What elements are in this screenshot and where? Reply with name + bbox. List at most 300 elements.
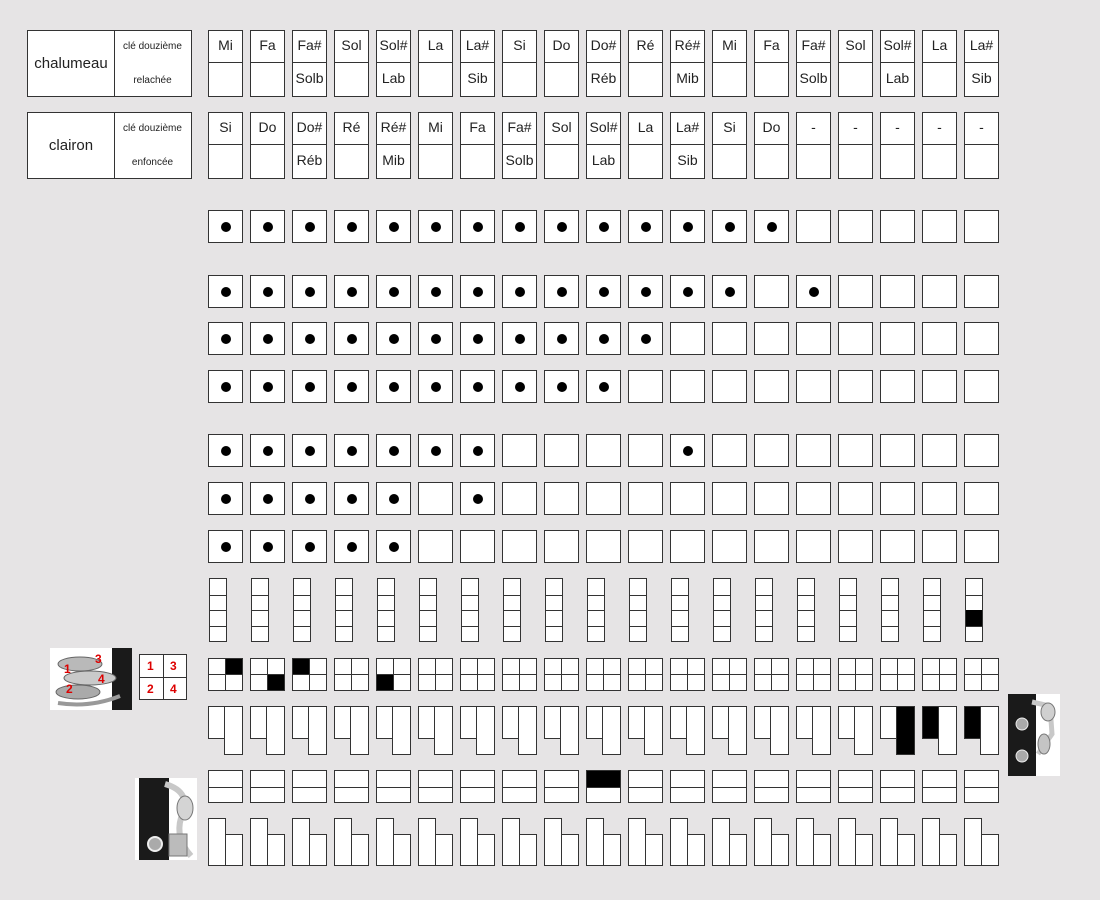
register-sub-bottom: relachée xyxy=(133,75,172,86)
tone-hole-4 xyxy=(922,370,957,403)
note-enharmonic xyxy=(545,62,578,96)
pair-divider xyxy=(797,787,830,788)
hole-closed-dot xyxy=(347,494,357,504)
tone-hole-2 xyxy=(250,275,285,308)
note-name: Do xyxy=(258,119,277,135)
thumb-key-quad xyxy=(460,658,495,691)
side-key-l xyxy=(250,706,287,756)
tone-hole-5 xyxy=(502,434,537,467)
note-enharmonic xyxy=(713,144,746,178)
side-key-pair xyxy=(712,770,747,803)
note-cell xyxy=(670,30,705,97)
legend-number: 1 xyxy=(147,659,154,673)
stack-divider xyxy=(210,595,226,596)
tone-hole-3 xyxy=(502,322,537,355)
pair-divider xyxy=(335,787,368,788)
tone-hole-6 xyxy=(670,482,705,515)
hole-closed-dot xyxy=(263,287,273,297)
hole-closed-dot xyxy=(389,494,399,504)
note-cell xyxy=(376,30,411,97)
pair-key-pressed xyxy=(587,771,620,787)
hole-closed-dot xyxy=(389,446,399,456)
bottom-key-l xyxy=(250,818,287,868)
note-cell xyxy=(292,30,327,97)
note-cell xyxy=(838,112,873,179)
hole-closed-dot xyxy=(557,382,567,392)
tone-hole-5 xyxy=(292,434,327,467)
stack-divider xyxy=(672,626,688,627)
side-key-pair xyxy=(670,770,705,803)
tone-hole-1 xyxy=(544,210,579,243)
tone-hole-4 xyxy=(502,370,537,403)
thumb-keys-photo xyxy=(50,648,132,710)
side-key-stack xyxy=(797,578,815,642)
note-enharmonic xyxy=(923,62,956,96)
tone-hole-3 xyxy=(628,322,663,355)
note-cell xyxy=(964,112,999,179)
note-enharmonic xyxy=(419,62,452,96)
note-enharmonic xyxy=(629,62,662,96)
thumb-key-quad xyxy=(754,658,789,691)
side-key-stack xyxy=(881,578,899,642)
hole-closed-dot xyxy=(809,287,819,297)
hole-closed-dot xyxy=(473,446,483,456)
hole-closed-dot xyxy=(305,446,315,456)
hole-closed-dot xyxy=(347,222,357,232)
hole-closed-dot xyxy=(767,222,777,232)
side-key-stack xyxy=(965,578,983,642)
note-name: Si xyxy=(723,119,736,135)
tone-hole-4 xyxy=(838,370,873,403)
note-enharmonic xyxy=(755,62,788,96)
stack-divider xyxy=(756,595,772,596)
side-key-stack xyxy=(209,578,227,642)
tone-hole-1 xyxy=(292,210,327,243)
tone-hole-1 xyxy=(754,210,789,243)
tone-hole-6 xyxy=(922,482,957,515)
tone-hole-3 xyxy=(796,322,831,355)
note-cell xyxy=(712,112,747,179)
side-key-pair xyxy=(376,770,411,803)
note-name: Ré# xyxy=(380,119,407,135)
thumb-key-quad xyxy=(964,658,999,691)
tone-hole-4 xyxy=(670,370,705,403)
tone-hole-1 xyxy=(460,210,495,243)
tone-hole-1 xyxy=(250,210,285,243)
tone-hole-2 xyxy=(502,275,537,308)
note-cell xyxy=(628,112,663,179)
note-name: Sol xyxy=(845,37,866,53)
side-key-l xyxy=(964,706,1001,756)
note-cell xyxy=(586,30,621,97)
hole-closed-dot xyxy=(389,334,399,344)
thumb-key-quad xyxy=(376,658,411,691)
hole-closed-dot xyxy=(305,542,315,552)
note-enharmonic xyxy=(209,62,242,96)
tone-hole-2 xyxy=(544,275,579,308)
lower-keys-photo xyxy=(135,778,197,860)
tone-hole-5 xyxy=(712,434,747,467)
hole-closed-dot xyxy=(473,287,483,297)
note-enharmonic xyxy=(503,62,536,96)
side-key-pair xyxy=(586,770,621,803)
tone-hole-2 xyxy=(418,275,453,308)
note-cell xyxy=(334,30,369,97)
tone-hole-1 xyxy=(418,210,453,243)
quad-divider xyxy=(461,674,494,675)
thumb-key-quad xyxy=(250,658,285,691)
thumb-key-quad xyxy=(502,658,537,691)
tone-hole-2 xyxy=(880,275,915,308)
tone-hole-5 xyxy=(376,434,411,467)
tone-hole-3 xyxy=(670,322,705,355)
hole-closed-dot xyxy=(263,382,273,392)
bottom-key-l xyxy=(628,818,665,868)
tone-hole-3 xyxy=(880,322,915,355)
tone-hole-4 xyxy=(208,370,243,403)
pair-divider xyxy=(923,787,956,788)
hole-closed-dot xyxy=(599,222,609,232)
side-key-l xyxy=(208,706,245,756)
bottom-key-l xyxy=(922,818,959,868)
tone-hole-7 xyxy=(418,530,453,563)
tone-hole-3 xyxy=(922,322,957,355)
stack-divider xyxy=(588,626,604,627)
note-enharmonic xyxy=(461,144,494,178)
thumb-key-quad xyxy=(628,658,663,691)
tone-hole-2 xyxy=(796,275,831,308)
note-enharmonic xyxy=(335,62,368,96)
tone-hole-5 xyxy=(334,434,369,467)
hole-closed-dot xyxy=(221,382,231,392)
tone-hole-3 xyxy=(334,322,369,355)
tone-hole-7 xyxy=(670,530,705,563)
note-enharmonic xyxy=(251,144,284,178)
note-cell xyxy=(670,112,705,179)
tone-hole-6 xyxy=(418,482,453,515)
note-name: La xyxy=(637,119,654,135)
note-name: - xyxy=(937,119,942,135)
thumb-key-pressed xyxy=(293,659,309,674)
side-key-l xyxy=(712,706,749,756)
note-name: Sol# xyxy=(589,119,618,135)
tone-hole-4 xyxy=(250,370,285,403)
note-enharmonic xyxy=(713,62,746,96)
side-key-pair xyxy=(502,770,537,803)
hole-closed-dot xyxy=(263,334,273,344)
register-name: chalumeau xyxy=(28,31,115,96)
pair-divider xyxy=(839,787,872,788)
pair-divider xyxy=(461,787,494,788)
tone-hole-1 xyxy=(586,210,621,243)
side-key-stack xyxy=(923,578,941,642)
tone-hole-5 xyxy=(796,434,831,467)
bottom-key-l xyxy=(880,818,917,868)
side-key-pair xyxy=(418,770,453,803)
hole-closed-dot xyxy=(431,446,441,456)
side-key-stack xyxy=(713,578,731,642)
hole-closed-dot xyxy=(221,542,231,552)
quad-divider xyxy=(335,674,368,675)
note-name: Ré# xyxy=(674,37,701,53)
stack-divider xyxy=(924,626,940,627)
tone-hole-4 xyxy=(754,370,789,403)
note-name: Sol xyxy=(551,119,572,135)
note-name: Mi xyxy=(428,119,443,135)
pair-divider xyxy=(293,787,326,788)
hole-closed-dot xyxy=(389,222,399,232)
hole-closed-dot xyxy=(515,222,525,232)
tone-hole-7 xyxy=(460,530,495,563)
hole-closed-dot xyxy=(431,382,441,392)
note-name: Do xyxy=(552,37,571,53)
register-sub-top: clé douzième xyxy=(123,41,182,52)
side-key-stack xyxy=(335,578,353,642)
side-key-pair xyxy=(880,770,915,803)
note-enharmonic xyxy=(965,144,998,178)
note-cell xyxy=(502,112,537,179)
stack-divider xyxy=(504,595,520,596)
note-enharmonic: Lab xyxy=(587,144,620,178)
thumb-key-pressed xyxy=(268,675,284,690)
side-key-stack xyxy=(671,578,689,642)
note-cell xyxy=(796,30,831,97)
note-cell xyxy=(460,30,495,97)
tone-hole-3 xyxy=(418,322,453,355)
hole-closed-dot xyxy=(515,382,525,392)
stack-divider xyxy=(378,595,394,596)
side-key-l xyxy=(754,706,791,756)
note-name: Do# xyxy=(590,37,617,53)
stack-divider xyxy=(672,610,688,611)
tone-hole-6 xyxy=(544,482,579,515)
stack-divider xyxy=(840,626,856,627)
tone-hole-5 xyxy=(922,434,957,467)
quad-divider xyxy=(587,674,620,675)
side-key-stack xyxy=(545,578,563,642)
hole-closed-dot xyxy=(473,494,483,504)
stack-divider xyxy=(378,626,394,627)
note-cell xyxy=(334,112,369,179)
side-key-pair xyxy=(292,770,327,803)
hole-closed-dot xyxy=(305,334,315,344)
thumb-key-quad xyxy=(712,658,747,691)
stack-divider xyxy=(588,595,604,596)
pair-divider xyxy=(209,787,242,788)
tone-hole-7 xyxy=(334,530,369,563)
stack-divider xyxy=(588,610,604,611)
tone-hole-3 xyxy=(544,322,579,355)
side-key-stack xyxy=(587,578,605,642)
tone-hole-1 xyxy=(376,210,411,243)
tone-hole-3 xyxy=(754,322,789,355)
hole-closed-dot xyxy=(599,334,609,344)
stack-divider xyxy=(840,610,856,611)
hole-closed-dot xyxy=(221,334,231,344)
pair-divider xyxy=(965,787,998,788)
stack-divider xyxy=(630,595,646,596)
stack-divider xyxy=(966,595,982,596)
tone-hole-4 xyxy=(586,370,621,403)
side-key-stack xyxy=(629,578,647,642)
tone-hole-1 xyxy=(502,210,537,243)
side-key-stack xyxy=(377,578,395,642)
stack-divider xyxy=(252,610,268,611)
tone-hole-7 xyxy=(712,530,747,563)
stack-divider xyxy=(378,610,394,611)
photo-number: 1 xyxy=(64,662,71,676)
thumb-key-quad xyxy=(418,658,453,691)
note-cell xyxy=(880,30,915,97)
register-sub-top: clé douzième xyxy=(123,123,182,134)
pair-divider xyxy=(755,787,788,788)
tone-hole-6 xyxy=(502,482,537,515)
thumb-key-quad xyxy=(208,658,243,691)
side-key-l xyxy=(544,706,581,756)
side-key-pair xyxy=(334,770,369,803)
note-enharmonic: Sib xyxy=(965,62,998,96)
side-key-pair xyxy=(922,770,957,803)
tone-hole-6 xyxy=(628,482,663,515)
note-cell xyxy=(544,112,579,179)
note-enharmonic xyxy=(629,144,662,178)
tone-hole-6 xyxy=(586,482,621,515)
key-cluster-icon xyxy=(50,648,132,710)
side-key-l xyxy=(586,706,623,756)
note-cell xyxy=(796,112,831,179)
note-cell xyxy=(208,112,243,179)
stack-divider xyxy=(336,610,352,611)
note-cell xyxy=(376,112,411,179)
hole-closed-dot xyxy=(557,222,567,232)
side-key-l xyxy=(628,706,665,756)
stack-divider xyxy=(798,626,814,627)
thumb-key-quad xyxy=(586,658,621,691)
stack-divider xyxy=(546,626,562,627)
tone-hole-1 xyxy=(838,210,873,243)
tone-hole-2 xyxy=(376,275,411,308)
note-cell xyxy=(712,30,747,97)
tone-hole-7 xyxy=(292,530,327,563)
quad-divider xyxy=(209,674,242,675)
bottom-key-l xyxy=(376,818,413,868)
note-name: La# xyxy=(675,119,700,135)
tone-hole-5 xyxy=(418,434,453,467)
tone-hole-7 xyxy=(208,530,243,563)
side-key-stack xyxy=(755,578,773,642)
bottom-key-l xyxy=(418,818,455,868)
tone-hole-5 xyxy=(586,434,621,467)
bottom-key-l xyxy=(544,818,581,868)
hole-closed-dot xyxy=(431,334,441,344)
hole-closed-dot xyxy=(599,287,609,297)
thumb-key-quad xyxy=(334,658,369,691)
tone-hole-3 xyxy=(376,322,411,355)
register-sub-bottom: enfoncée xyxy=(131,157,174,168)
stack-divider xyxy=(924,610,940,611)
note-enharmonic: Sib xyxy=(461,62,494,96)
note-enharmonic: Réb xyxy=(587,62,620,96)
register-label-clairon xyxy=(27,112,192,179)
hole-closed-dot xyxy=(347,446,357,456)
tone-hole-1 xyxy=(796,210,831,243)
stack-divider xyxy=(420,595,436,596)
note-cell xyxy=(880,112,915,179)
note-cell xyxy=(628,30,663,97)
tone-hole-6 xyxy=(376,482,411,515)
tone-hole-4 xyxy=(334,370,369,403)
stack-divider xyxy=(420,610,436,611)
side-key-pair xyxy=(628,770,663,803)
stack-divider xyxy=(714,610,730,611)
side-key-l xyxy=(502,706,539,756)
note-enharmonic xyxy=(209,144,242,178)
hole-closed-dot xyxy=(389,287,399,297)
note-name: La# xyxy=(465,37,490,53)
quad-divider xyxy=(965,674,998,675)
note-enharmonic xyxy=(881,144,914,178)
note-enharmonic xyxy=(755,144,788,178)
quad-divider xyxy=(293,674,326,675)
hole-closed-dot xyxy=(389,542,399,552)
quad-divider xyxy=(839,674,872,675)
side-key-stack xyxy=(503,578,521,642)
tone-hole-5 xyxy=(880,434,915,467)
note-cell xyxy=(418,112,453,179)
side-key-stack xyxy=(839,578,857,642)
stack-divider xyxy=(840,595,856,596)
tone-hole-2 xyxy=(712,275,747,308)
note-enharmonic xyxy=(251,62,284,96)
stack-divider xyxy=(252,595,268,596)
stack-divider xyxy=(252,626,268,627)
hole-closed-dot xyxy=(347,382,357,392)
tone-hole-2 xyxy=(754,275,789,308)
tone-hole-6 xyxy=(796,482,831,515)
hole-closed-dot xyxy=(473,382,483,392)
side-key-l xyxy=(460,706,497,756)
side-key-l xyxy=(796,706,833,756)
side-key-l xyxy=(670,706,707,756)
clarinet-keys-icon xyxy=(1008,694,1060,776)
stack-divider xyxy=(546,610,562,611)
tone-hole-1 xyxy=(208,210,243,243)
note-cell xyxy=(460,112,495,179)
tone-hole-7 xyxy=(376,530,411,563)
note-name: Ré xyxy=(342,119,361,135)
side-key-stack xyxy=(461,578,479,642)
tone-hole-2 xyxy=(292,275,327,308)
tone-hole-6 xyxy=(754,482,789,515)
tone-hole-5 xyxy=(250,434,285,467)
note-cell xyxy=(754,112,789,179)
note-name: - xyxy=(811,119,816,135)
side-key-l xyxy=(880,706,917,756)
side-key-pair xyxy=(544,770,579,803)
bottom-key-l xyxy=(754,818,791,868)
note-cell xyxy=(292,112,327,179)
note-enharmonic: Mib xyxy=(671,62,704,96)
stack-divider xyxy=(714,595,730,596)
side-key-l xyxy=(838,706,875,756)
stack-divider xyxy=(336,626,352,627)
stack-divider xyxy=(756,610,772,611)
tone-hole-7 xyxy=(628,530,663,563)
pair-divider xyxy=(419,787,452,788)
hole-closed-dot xyxy=(725,222,735,232)
tone-hole-5 xyxy=(964,434,999,467)
hole-closed-dot xyxy=(305,287,315,297)
